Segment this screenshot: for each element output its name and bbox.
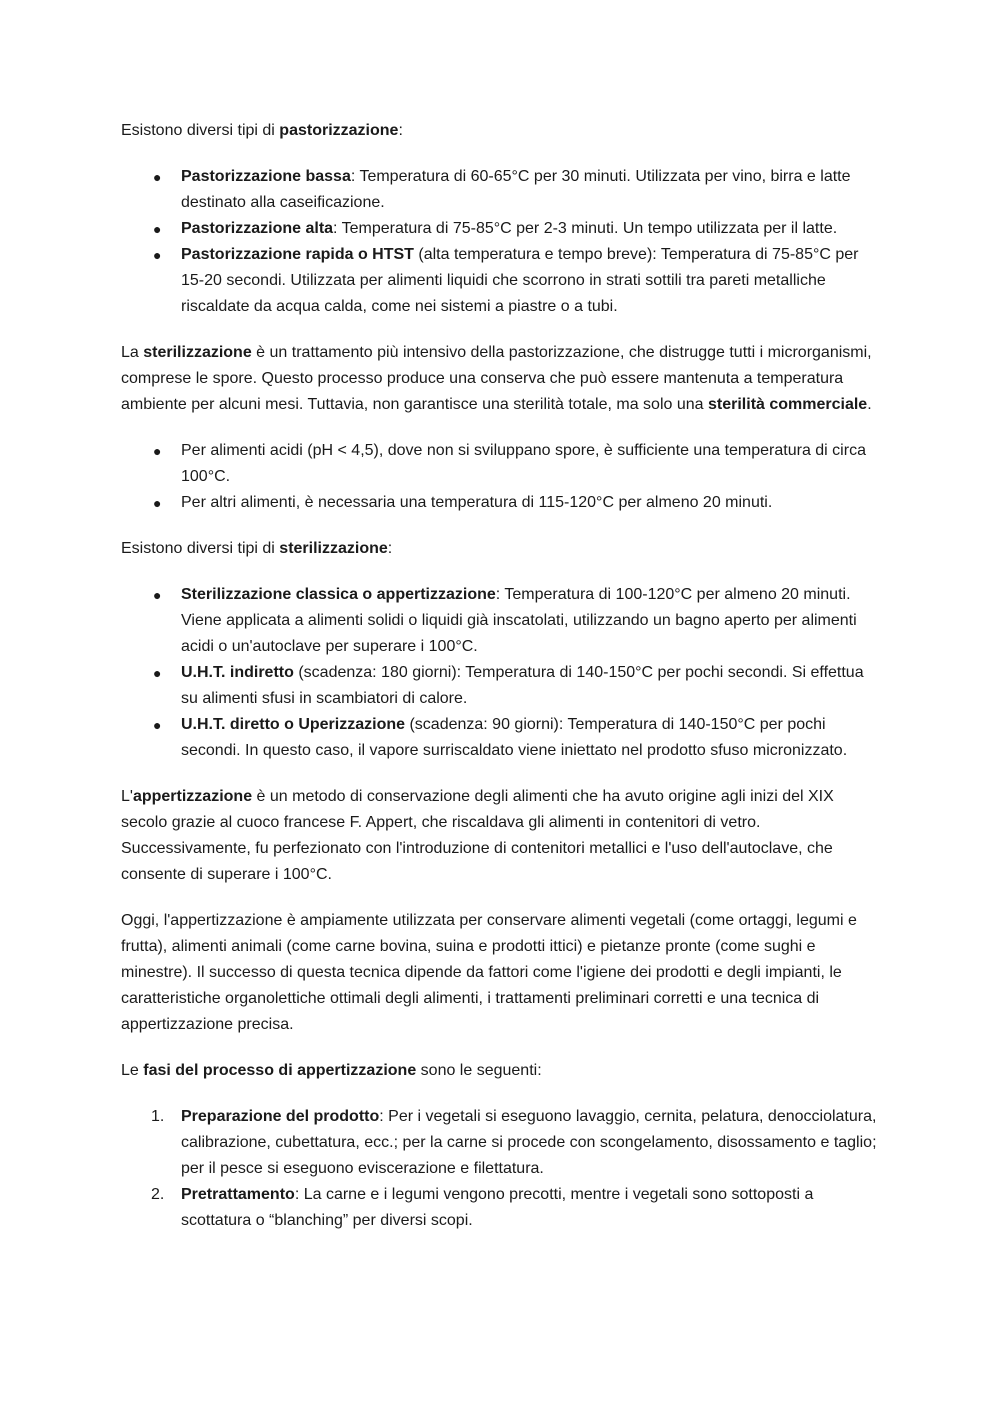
list-item [121,216,880,242]
bold-text: pastorizzazione [279,122,399,139]
text-run: : Temperatura di 75-85°C per 2-3 minuti. Un tempo utilizzata per il latte. [333,220,838,237]
list-item [121,242,880,320]
bullet-icon: ● [153,169,162,185]
text-run: è un trattamento più intensivo della pastorizzazione, che distrugge tutti i microrganismi, comprese le spore. Questo processo produce una conserva che può essere mantenuta a temperatura ambiente per alcuni mesi. Tuttavia, non garantisce una sterilità totale, ma solo una [121,344,872,413]
text-run: (scadenza: 90 giorni): Temperatura di 140-150°C per pochi secondi. In questo caso, il vapore surriscaldato viene iniettato nel prodotto sfuso micronizzato. [181,716,848,759]
bullet-icon: ● [153,247,162,263]
text-run: : Per i vegetali si eseguono lavaggio, cernita, pelatura, denocciolatura, calibrazione, cubettatura, ecc.; per la carne si procede con scongelamento, disossamento e taglio; per il pesce si eseguono eviscerazione e filettatura. [181,1108,877,1177]
bullet-icon: ● [153,717,162,733]
text-run: Per alimenti acidi (pH < 4,5), dove non si sviluppano spore, è sufficiente una temperatura di circa 100°C. [181,442,866,485]
text-run: La [121,344,144,361]
text-run: Esistono diversi tipi di [121,540,280,557]
bullet-icon: ● [153,665,162,681]
list-item [121,1104,880,1182]
bold-text: Pastorizzazione bassa [181,168,351,185]
text-run: (alta temperatura e tempo breve): Temperatura di 75-85°C per 15-20 secondi. Utilizzata per alimenti liquidi che scorrono in strati sottili tra pareti metalliche riscaldate da acqua calda, come nei sistemi a piastre o a tubi. [181,246,859,315]
text-run: è un metodo di conservazione degli alimenti che ha avuto origine agli inizi del XIX secolo grazie al cuoco francese F. Appert, che riscaldava gli alimenti in contenitori di vetro. Successivamente, fu perfezionato con l'introduzione di contenitori metallici e l'uso dell'autoclave, che consente di superare i 100°C. [121,788,834,883]
bullet-icon: ● [153,443,162,459]
paragraph [121,118,880,144]
paragraph [121,908,880,1038]
text-run: (scadenza: 180 giorni): Temperatura di 140-150°C per pochi secondi. Si effettua su alimenti sfusi in scambiatori di calore. [181,664,864,707]
text-run: Le [121,1062,144,1079]
bullet-list [121,164,880,320]
bullet-icon: ● [153,495,162,511]
bold-text: sterilità commerciale [708,396,868,413]
text-run: L' [121,788,133,805]
paragraph [121,340,880,418]
list-item [121,1182,880,1234]
list-number: 1. [151,1108,165,1125]
bullet-icon: ● [153,587,162,603]
list-item [121,582,880,660]
bullet-list [121,438,880,516]
text-run: Per altri alimenti, è necessaria una temperatura di 115-120°C per almeno 20 minuti. [181,494,773,511]
bold-text: Pastorizzazione rapida o HTST [181,246,414,263]
text-run: : [398,122,403,139]
bullet-list [121,582,880,764]
text-run: . [867,396,872,413]
paragraph [121,1058,880,1084]
bullet-icon: ● [153,221,162,237]
list-item [121,164,880,216]
text-run: : La carne e i legumi vengono precotti, mentre i vegetali sono sottoposti a scottatura o “blanching” per diversi scopi. [181,1186,814,1229]
bold-text: Sterilizzazione classica o appertizzazione [181,586,496,603]
bold-text: Pastorizzazione alta [181,220,334,237]
bold-text: sterilizzazione [143,344,252,361]
bold-text: U.H.T. indiretto [181,664,294,681]
bold-text: appertizzazione [132,788,253,805]
text-run: Oggi, l'appertizzazione è ampiamente utilizzata per conservare alimenti vegetali (come ortaggi, legumi e frutta), alimenti animali (come carne bovina, suina e prodotti ittici) e pietanze pronte (come sughi e minestre). Il successo di questa tecnica dipende da fattori come l'igiene dei prodotti e degli impianti, le caratteristiche organolettiche ottimali degli alimenti, i trattamenti preliminari corretti e una tecnica di appertizzazione precisa. [121,912,857,1033]
text-run: : Temperatura di 60-65°C per 30 minuti. Utilizzata per vino, birra e latte destinato alla caseificazione. [181,168,851,211]
text-run: Esistono diversi tipi di [121,122,280,139]
bold-text: U.H.T. diretto o Uperizzazione [181,716,406,733]
list-item [121,712,880,764]
bold-text: Pretrattamento [181,1186,295,1203]
text-run: sono le seguenti: [416,1062,542,1079]
paragraph [121,536,880,562]
bold-text: fasi del processo di appertizzazione [143,1062,417,1079]
bold-text: sterilizzazione [279,540,388,557]
text-run: : Temperatura di 100-120°C per almeno 20 minuti. Viene applicata a alimenti solidi o liquidi già inscatolati, utilizzando un bagno aperto per alimenti acidi o un'autoclave per superare i 100°C. [181,586,857,655]
list-item [121,438,880,490]
bold-text: Preparazione del prodotto [181,1108,380,1125]
paragraph [121,784,880,888]
list-number: 2. [151,1186,165,1203]
list-item [121,490,880,516]
numbered-list [121,1104,880,1234]
list-item [121,660,880,712]
text-run: : [387,540,393,557]
